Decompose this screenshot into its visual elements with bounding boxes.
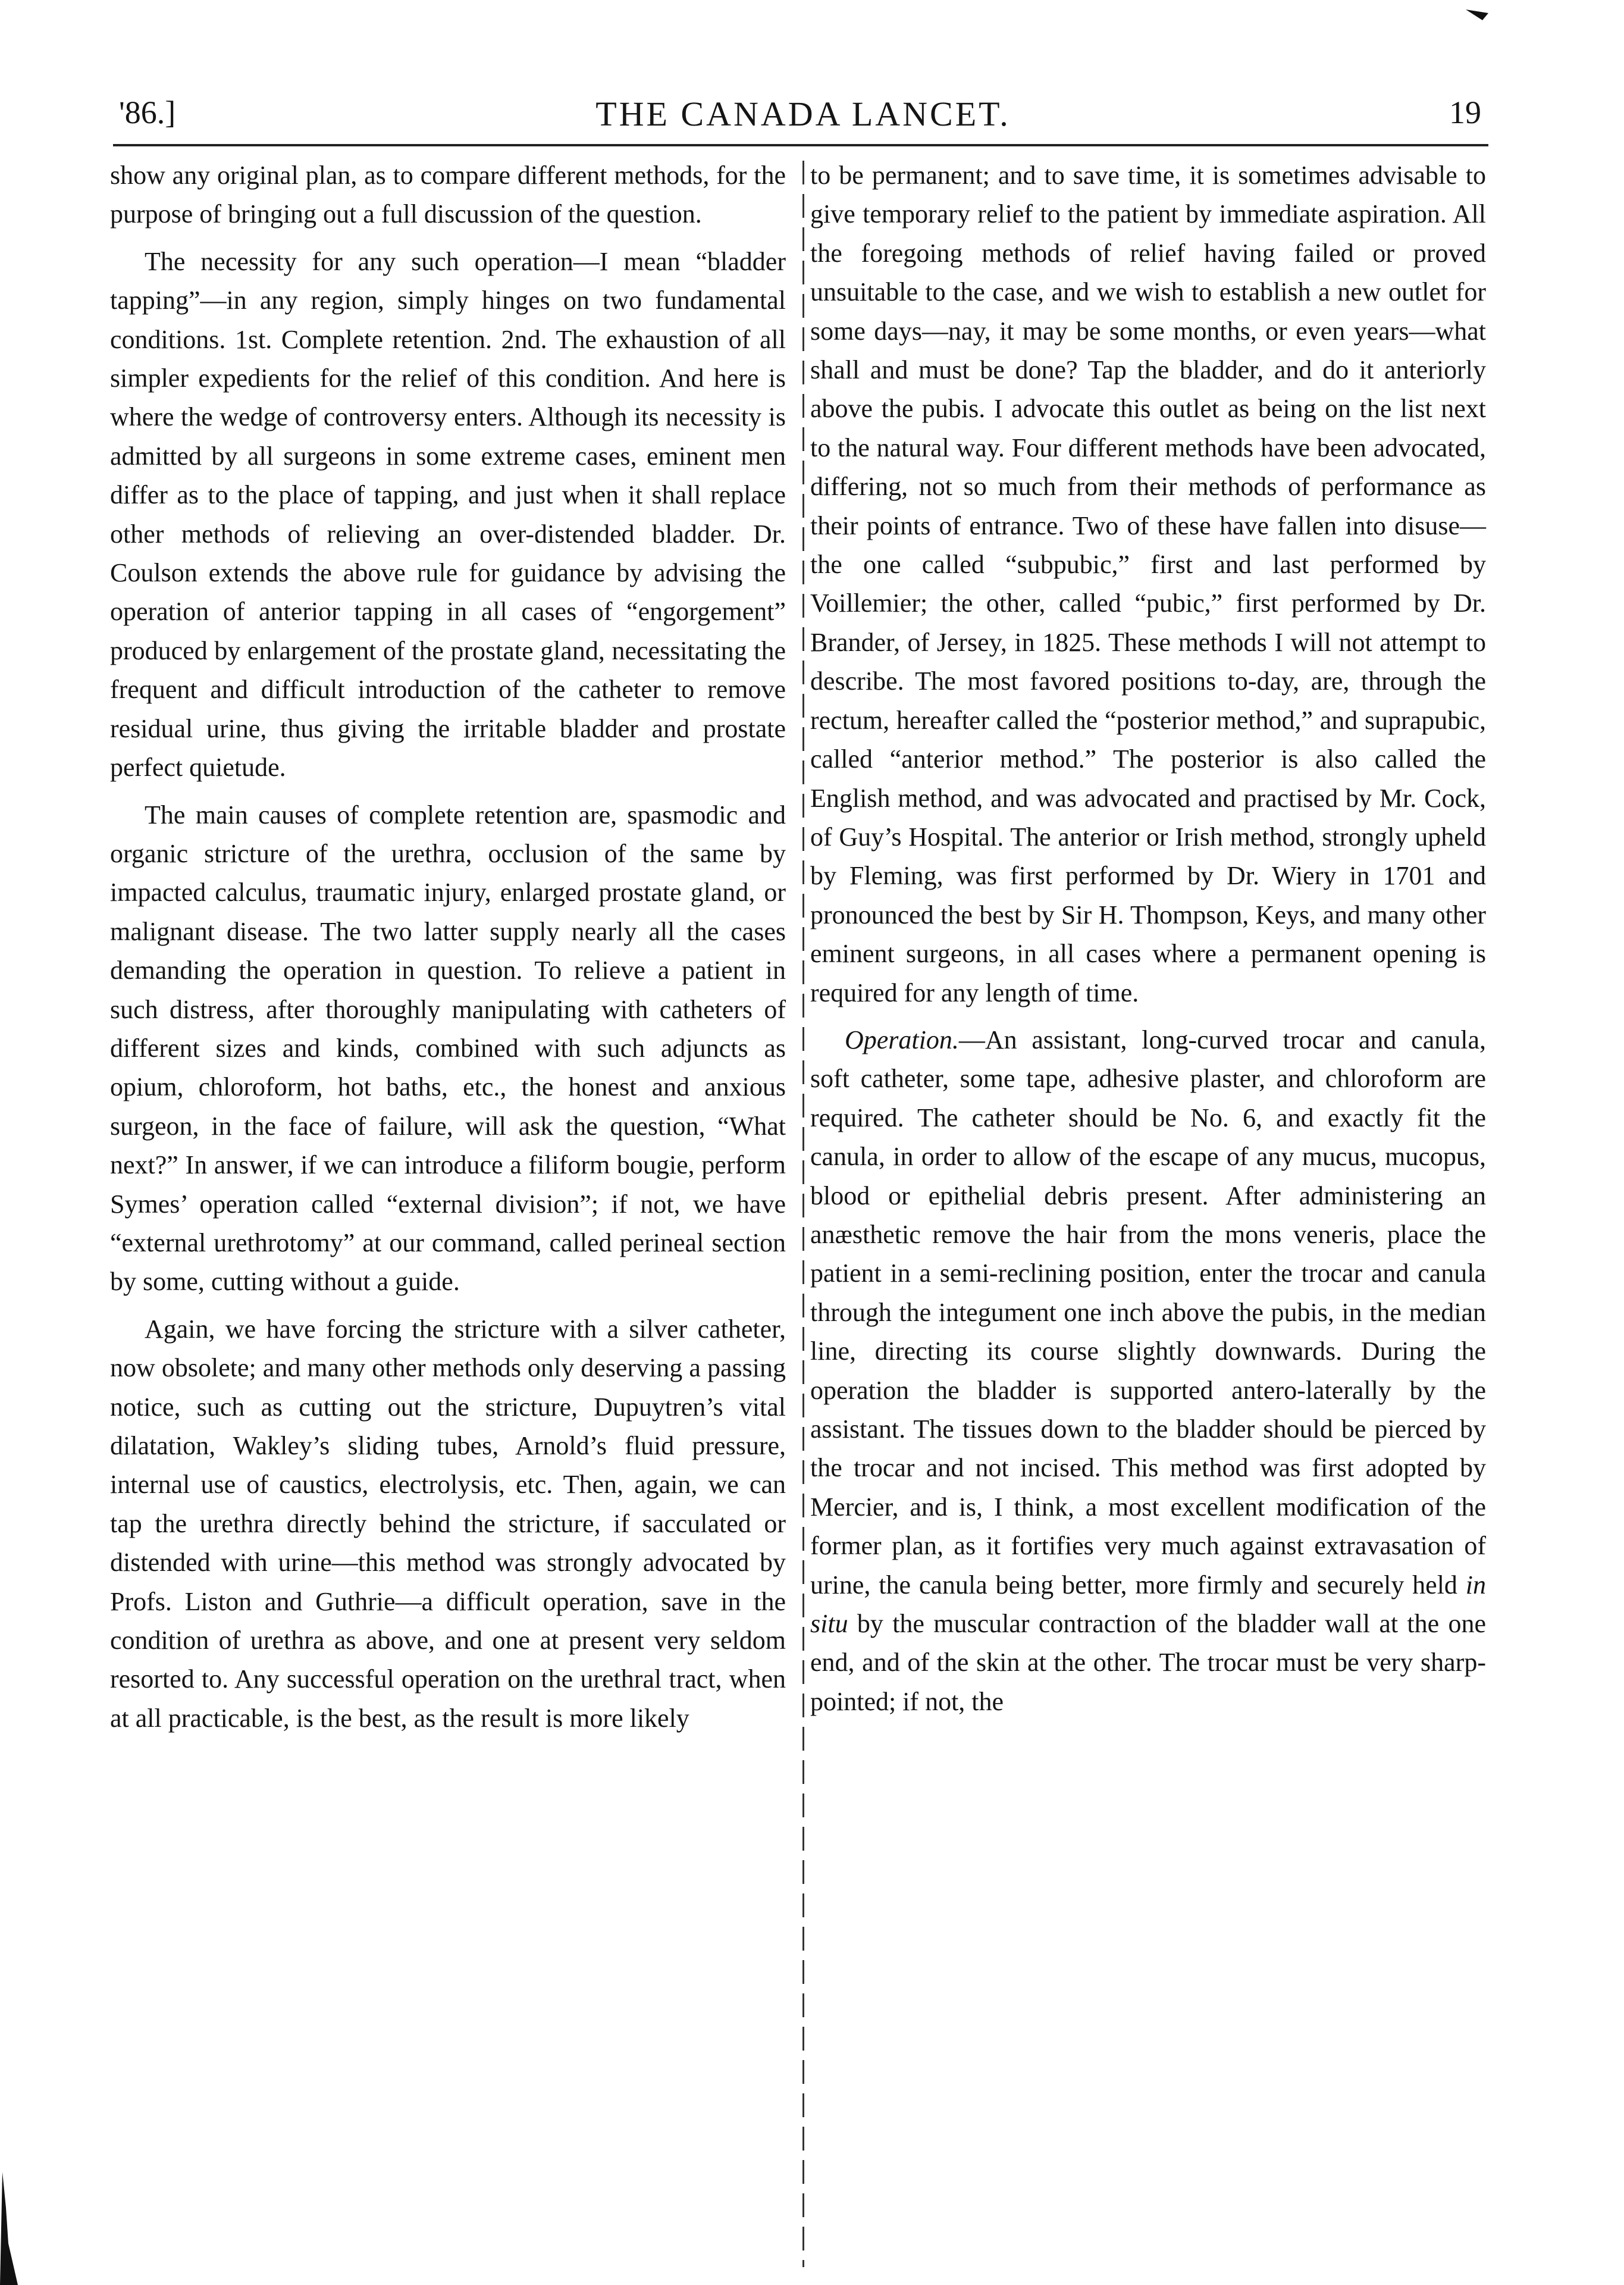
printer-mark-icon <box>1465 7 1491 21</box>
left-column <box>110 156 786 1738</box>
operation-paragraph <box>810 1021 1486 1721</box>
scan-edge-mark <box>0 2172 21 2285</box>
page-number: 19 <box>1449 95 1481 130</box>
left-paragraph-2: The necessity for any such operation—I mean “bladder tapping”—in any region, simply hinges on two fundamental conditions. 1st. Complete retention. 2nd. The exhaustion of all simpler expedients for the relief of this condition. And here is where the wedge of controversy enters. Although its necessity is admitted by all surgeons in some extreme cases, eminent men differ as to the place of tapping, and just when it shall replace other methods of relieving an over-distended bladder. Dr. Coulson extends the above rule for guidance by advising the operation of anterior tapping in all cases of “engorgement” produced by enlargement of the prostate gland, necessitating the frequent and difficult introduction of the catheter to remove residual urine, thus giving the irritable bladder and prostate perfect quietude. <box>110 246 786 782</box>
right-paragraph-1: to be permanent; and to save time, it is sometimes advisable to give temporary relief to the patient by immediate aspiration. All the foregoing methods of relief having failed or proved unsuitable to the case, and we wish to establish a new outlet for some days—nay, it may be some months, or even years—what shall and must be done? Tap the bladder, and do it anteriorly above the pubis. I advocate this outlet as being on the list next to the natural way. Four different methods have been advocated, differing, not so much from their methods of performance as their points of entrance. Two of these have fallen into disuse—the one called “subpubic,” first and last performed by Voillemier; the other, called “pubic,” first performed by Dr. Brander, of Jersey, in 1825. These methods I will not attempt to describe. The most favored positions to-day, are, through the rectum, hereafter called the “posterior method,” and suprapubic, called “anterior method.” The posterior is also called the English method, and was advocated and practised by Mr. Cock, of Guy’s Hospital. The anterior or Irish method, strongly upheld by Fleming, was first performed by Dr. Wiery in 1701 and pronounced the best by Sir H. Thompson, Keys, and many other eminent surgeons, in all cases where a permanent opening is required for any length of time. <box>810 161 1486 1007</box>
journal-title: THE CANADA LANCET. <box>595 95 1011 133</box>
left-paragraph-3: The main causes of complete retention are, spasmodic and organic stricture of the urethra, occlusion of the same by impacted calculus, traumatic injury, enlarged prostate gland, or malignant disease. The two latter supply nearly all the cases demanding the operation in question. To relieve a patient in such distress, after thoroughly manipulating with catheters of different sizes and kinds, combined with such adjuncts as opium, chloroform, hot baths, etc., the honest and anxious surgeon, in the face of failure, will ask the question, “What next?” In answer, if we can introduce a filiform bougie, perform Symes’ operation called “external division”; if not, we have “external urethrotomy” at our command, called perineal section by some, cutting without a guide. <box>110 800 786 1297</box>
header-rule <box>113 144 1488 146</box>
right-column <box>810 156 1486 1721</box>
in-situ-phrase: in situ <box>810 1570 1486 1639</box>
operation-text-2: by the muscular contraction of the bladder wall at the one end, and of the skin at the other. The trocar must be very sharp-pointed; if not, the <box>810 1609 1487 1716</box>
operation-heading: Operation. <box>845 1025 959 1054</box>
left-paragraph-4: Again, we have forcing the stricture with a silver catheter, now obsolete; and many other methods only deserving a passing notice, such as cutting out the stricture, Dupuytren’s vital dilatation, Wakley’s sliding tubes, Arnold’s fluid pressure, internal use of caustics, electrolysis, etc. Then, again, we can tap the urethra directly behind the stricture, if sacculated or distended with urine—this method was strongly advocated by Profs. Liston and Guthrie—a difficult operation, save in the condition of urethra as above, and one at present very seldom resorted to. Any successful operation on the urethral tract, when at all practicable, is the best, as the result is more likely <box>110 1314 786 1733</box>
operation-text-1: —An assistant, long-curved trocar and canula, soft catheter, some tape, adhesive plaster, and chloroform are required. The catheter should be No. 6, and exactly fit the canula, in order to allow of the escape of any mucus, mucopus, blood or epithelial debris present. After administering an anæsthetic remove the hair from the mons veneris, place the patient in a semi-reclining position, enter the trocar and canula through the integument one inch above the pubis, in the median line, directing its course slightly downwards. During the operation the bladder is supported antero-laterally by the assistant. The tissues down to the bladder should be pierced by the trocar and not incised. This method was first adopted by Mercier, and is, I think, a most excellent modification of the former plan, as it fortifies very much against extravasation of urine, the canula being better, more firmly and securely held <box>810 1025 1486 1600</box>
left-paragraph-1: show any original plan, as to compare different methods, for the purpose of bringing out a full discussion of the question. <box>110 161 786 229</box>
column-divider <box>802 161 804 2267</box>
issue-year: '86.] <box>119 95 176 130</box>
running-header <box>119 89 1487 143</box>
